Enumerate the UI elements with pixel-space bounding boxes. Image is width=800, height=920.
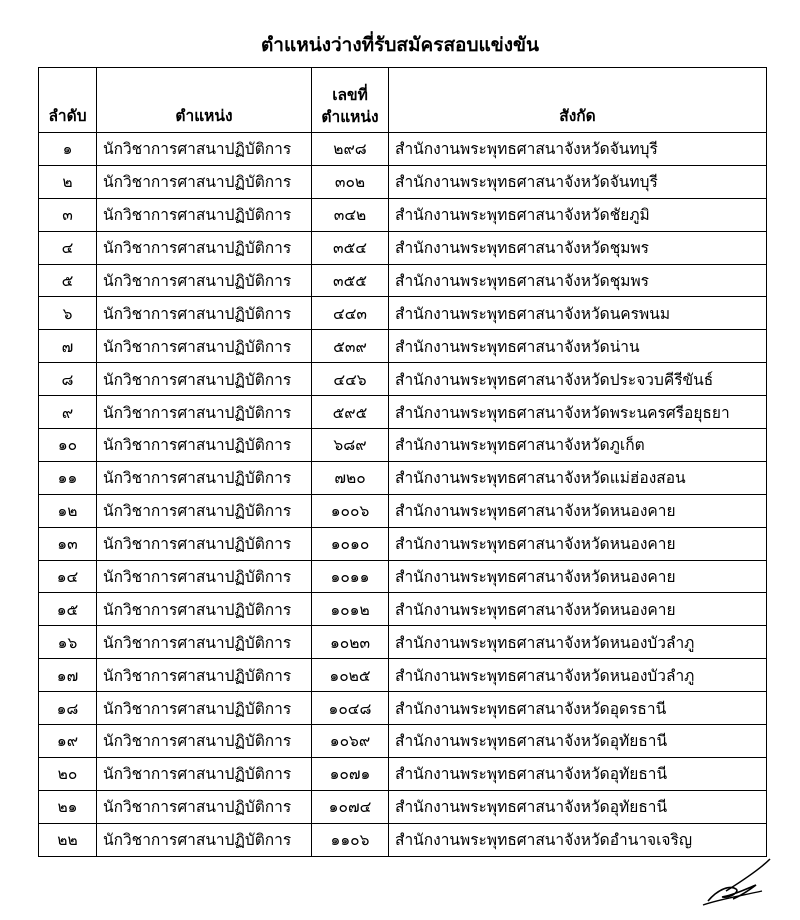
position-number: ๓๔๒: [312, 198, 389, 231]
table-row: [39, 659, 767, 692]
affiliation: สำนักงานพระพุทธศาสนาจังหวัดพระนครศรีอยุธยา: [389, 396, 767, 429]
position-title: นักวิชาการศาสนาปฏิบัติการ: [97, 725, 312, 758]
position-title: นักวิชาการศาสนาปฏิบัติการ: [97, 396, 312, 429]
row-number: ๑๑: [39, 461, 97, 494]
position-title: นักวิชาการศาสนาปฏิบัติการ: [97, 593, 312, 626]
affiliation: สำนักงานพระพุทธศาสนาจังหวัดอุทัยธานี: [389, 790, 767, 823]
position-title: นักวิชาการศาสนาปฏิบัติการ: [97, 757, 312, 790]
row-number: ๑๘: [39, 692, 97, 725]
position-number: ๑๐๗๑: [312, 757, 389, 790]
position-title: นักวิชาการศาสนาปฏิบัติการ: [97, 560, 312, 593]
affiliation: สำนักงานพระพุทธศาสนาจังหวัดนครพนม: [389, 297, 767, 330]
position-title: นักวิชาการศาสนาปฏิบัติการ: [97, 494, 312, 527]
table-row: [39, 264, 767, 297]
table-row: [39, 725, 767, 758]
table-row: [39, 396, 767, 429]
row-number: ๘: [39, 363, 97, 396]
table-row: [39, 593, 767, 626]
position-number: ๔๔๖: [312, 363, 389, 396]
table-row: [39, 527, 767, 560]
position-number: ๑๐๐๖: [312, 494, 389, 527]
position-number: ๑๐๖๙: [312, 725, 389, 758]
table-row: [39, 692, 767, 725]
position-number: ๖๘๙: [312, 429, 389, 462]
header-affiliation: สังกัด: [389, 68, 767, 133]
position-title: นักวิชาการศาสนาปฏิบัติการ: [97, 429, 312, 462]
table-row: [39, 461, 767, 494]
row-number: ๒๒: [39, 823, 97, 856]
position-number: ๒๙๘: [312, 133, 389, 166]
row-number: ๑๕: [39, 593, 97, 626]
position-title: นักวิชาการศาสนาปฏิบัติการ: [97, 823, 312, 856]
table-row: [39, 790, 767, 823]
header-position-number: [312, 68, 389, 133]
affiliation: สำนักงานพระพุทธศาสนาจังหวัดน่าน: [389, 330, 767, 363]
row-number: ๑๓: [39, 527, 97, 560]
table-row: [39, 560, 767, 593]
table-row: [39, 231, 767, 264]
position-number: ๕๙๕: [312, 396, 389, 429]
position-title: นักวิชาการศาสนาปฏิบัติการ: [97, 692, 312, 725]
table-row: [39, 198, 767, 231]
affiliation: สำนักงานพระพุทธศาสนาจังหวัดอุดรธานี: [389, 692, 767, 725]
table-row: [39, 133, 767, 166]
row-number: ๑๐: [39, 429, 97, 462]
table-row: [39, 297, 767, 330]
row-number: ๔: [39, 231, 97, 264]
header-no: ลำดับ: [39, 68, 97, 133]
position-title: นักวิชาการศาสนาปฏิบัติการ: [97, 231, 312, 264]
position-title: นักวิชาการศาสนาปฏิบัติการ: [97, 527, 312, 560]
position-title: นักวิชาการศาสนาปฏิบัติการ: [97, 297, 312, 330]
position-number: ๑๐๒๓: [312, 626, 389, 659]
table-row: [39, 757, 767, 790]
table-row: [39, 823, 767, 856]
affiliation: สำนักงานพระพุทธศาสนาจังหวัดหนองคาย: [389, 527, 767, 560]
table-row: [39, 363, 767, 396]
row-number: ๙: [39, 396, 97, 429]
position-number: ๑๐๑๐: [312, 527, 389, 560]
position-title: นักวิชาการศาสนาปฏิบัติการ: [97, 264, 312, 297]
row-number: ๑๖: [39, 626, 97, 659]
affiliation: สำนักงานพระพุทธศาสนาจังหวัดแม่ฮ่องสอน: [389, 461, 767, 494]
position-title: นักวิชาการศาสนาปฏิบัติการ: [97, 198, 312, 231]
affiliation: สำนักงานพระพุทธศาสนาจังหวัดหนองคาย: [389, 560, 767, 593]
table-header-row: [39, 68, 767, 133]
affiliation: สำนักงานพระพุทธศาสนาจังหวัดหนองคาย: [389, 593, 767, 626]
table-body: [39, 133, 767, 857]
row-number: ๑: [39, 133, 97, 166]
position-title: นักวิชาการศาสนาปฏิบัติการ: [97, 461, 312, 494]
position-number: ๑๐๒๕: [312, 659, 389, 692]
handwritten-signature: [700, 855, 775, 910]
affiliation: สำนักงานพระพุทธศาสนาจังหวัดอุทัยธานี: [389, 757, 767, 790]
header-position-number-line2: ตำแหน่ง: [321, 108, 379, 126]
position-number: ๑๐๔๘: [312, 692, 389, 725]
affiliation: สำนักงานพระพุทธศาสนาจังหวัดอุทัยธานี: [389, 725, 767, 758]
header-position-number-line1: เลขที่: [332, 86, 368, 104]
position-title: นักวิชาการศาสนาปฏิบัติการ: [97, 790, 312, 823]
position-number: ๑๐๑๒: [312, 593, 389, 626]
position-title: นักวิชาการศาสนาปฏิบัติการ: [97, 133, 312, 166]
row-number: ๑๔: [39, 560, 97, 593]
position-title: นักวิชาการศาสนาปฏิบัติการ: [97, 363, 312, 396]
affiliation: สำนักงานพระพุทธศาสนาจังหวัดภูเก็ต: [389, 429, 767, 462]
affiliation: สำนักงานพระพุทธศาสนาจังหวัดชุมพร: [389, 264, 767, 297]
position-number: ๑๐๑๑: [312, 560, 389, 593]
row-number: ๕: [39, 264, 97, 297]
row-number: ๑๒: [39, 494, 97, 527]
position-number: ๑๐๗๔: [312, 790, 389, 823]
position-title: นักวิชาการศาสนาปฏิบัติการ: [97, 330, 312, 363]
affiliation: สำนักงานพระพุทธศาสนาจังหวัดหนองคาย: [389, 494, 767, 527]
row-number: ๑๗: [39, 659, 97, 692]
table-row: [39, 330, 767, 363]
row-number: ๒: [39, 165, 97, 198]
vacancy-table: [38, 67, 767, 857]
row-number: ๒๑: [39, 790, 97, 823]
affiliation: สำนักงานพระพุทธศาสนาจังหวัดชัยภูมิ: [389, 198, 767, 231]
affiliation: สำนักงานพระพุทธศาสนาจังหวัดอำนาจเจริญ: [389, 823, 767, 856]
affiliation: สำนักงานพระพุทธศาสนาจังหวัดจันทบุรี: [389, 133, 767, 166]
position-title: นักวิชาการศาสนาปฏิบัติการ: [97, 626, 312, 659]
table-row: [39, 165, 767, 198]
position-title: นักวิชาการศาสนาปฏิบัติการ: [97, 659, 312, 692]
position-number: ๕๓๙: [312, 330, 389, 363]
header-position: ตำแหน่ง: [97, 68, 312, 133]
affiliation: สำนักงานพระพุทธศาสนาจังหวัดจันทบุรี: [389, 165, 767, 198]
affiliation: สำนักงานพระพุทธศาสนาจังหวัดหนองบัวลำภู: [389, 626, 767, 659]
position-number: ๗๒๐: [312, 461, 389, 494]
affiliation: สำนักงานพระพุทธศาสนาจังหวัดชุมพร: [389, 231, 767, 264]
row-number: ๗: [39, 330, 97, 363]
affiliation: สำนักงานพระพุทธศาสนาจังหวัดหนองบัวลำภู: [389, 659, 767, 692]
table-row: [39, 626, 767, 659]
position-number: ๔๔๓: [312, 297, 389, 330]
page-title: ตำแหน่งว่างที่รับสมัครสอบแข่งขัน: [260, 34, 540, 56]
row-number: ๓: [39, 198, 97, 231]
position-number: ๓๕๕: [312, 264, 389, 297]
row-number: ๖: [39, 297, 97, 330]
table-row: [39, 494, 767, 527]
affiliation: สำนักงานพระพุทธศาสนาจังหวัดประจวบคีรีขันธ์: [389, 363, 767, 396]
position-number: ๑๑๐๖: [312, 823, 389, 856]
table-row: [39, 429, 767, 462]
position-number: ๓๐๒: [312, 165, 389, 198]
position-number: ๓๕๔: [312, 231, 389, 264]
row-number: ๑๙: [39, 725, 97, 758]
row-number: ๒๐: [39, 757, 97, 790]
position-title: นักวิชาการศาสนาปฏิบัติการ: [97, 165, 312, 198]
